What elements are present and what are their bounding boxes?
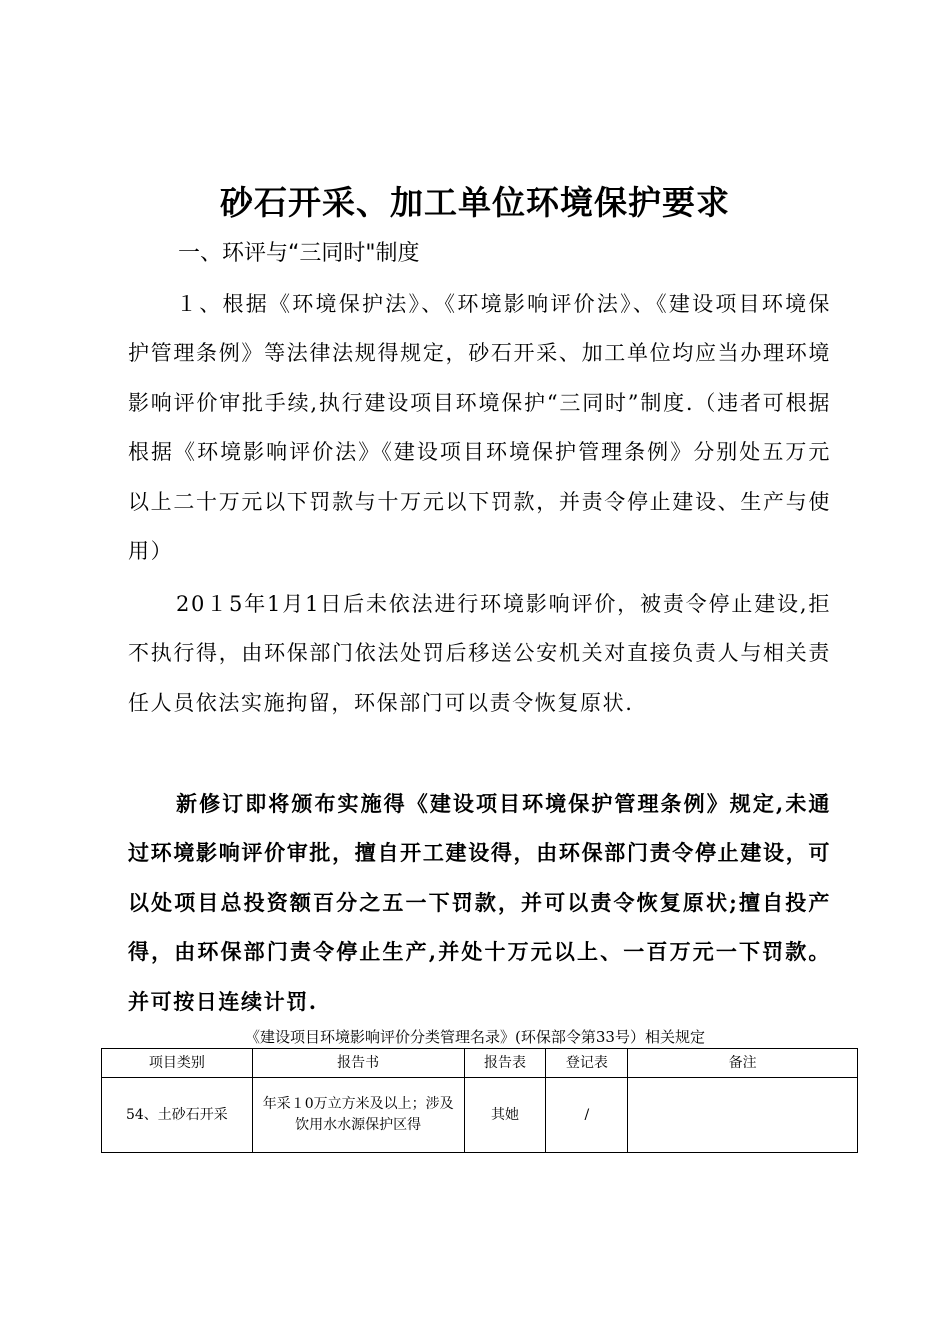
- paragraph-3-bold: 新修订即将颁布实施得《建设项目环境保护管理条例》规定,未通过环境影响评价审批，擅自开工建设得，由环保部门责令停止建设，可以处项目总投资额百分之五一下罚款，并可以责令恢复原状;擅自投产得，由环保部门责令停止生产,并处十万元以上、一百万元一下罚款。并可按日连续计罚.: [128, 791, 831, 1014]
- cell-remarks: [628, 1078, 858, 1153]
- cell-report-form: 其她: [464, 1078, 546, 1153]
- classification-table: [101, 1048, 858, 1153]
- paragraph-1: １、根据《环境保护法》、《环境影响评价法》、《建设项目环境保护管理条例》等法律法规得规定，砂石开采、加工单位均应当办理环境影响评价审批手续,执行建设项目环境保护“三同时”制度.（违者可根据根据《环境影响评价法》《建设项目环境保护管理条例》分别处五万元以上二十万元以下罚款与十万元以下罚款，并责令停止建设、生产与使用）: [128, 292, 831, 564]
- table-caption: 《建设项目环境影响评价分类管理名录》(环保部令第33号）相关规定: [245, 1028, 705, 1046]
- section-heading: 一、环评与“三同时"制度: [178, 241, 420, 266]
- cell-report-book: 年采１0万立方米及以上；涉及饮用水水源保护区得: [252, 1078, 464, 1153]
- header-project-category: 项目类别: [102, 1049, 253, 1078]
- table-header-row: [102, 1049, 858, 1078]
- header-report-book: 报告书: [252, 1049, 464, 1078]
- document-title: 砂石开采、加工单位环境保护要求: [220, 183, 730, 222]
- header-registration-form: 登记表: [546, 1049, 628, 1078]
- cell-project-category: 54、土砂石开采: [102, 1078, 253, 1153]
- cell-registration-form: /: [546, 1078, 628, 1153]
- header-remarks: 备注: [628, 1049, 858, 1078]
- header-report-form: 报告表: [464, 1049, 546, 1078]
- paragraph-2: 20１5年1月1日后未依法进行环境影响评价，被责令停止建设,拒不执行得，由环保部门依法处罚后移送公安机关对直接负责人与相关责任人员依法实施拘留，环保部门可以责令恢复原状.: [128, 592, 831, 715]
- table-row: [102, 1078, 858, 1153]
